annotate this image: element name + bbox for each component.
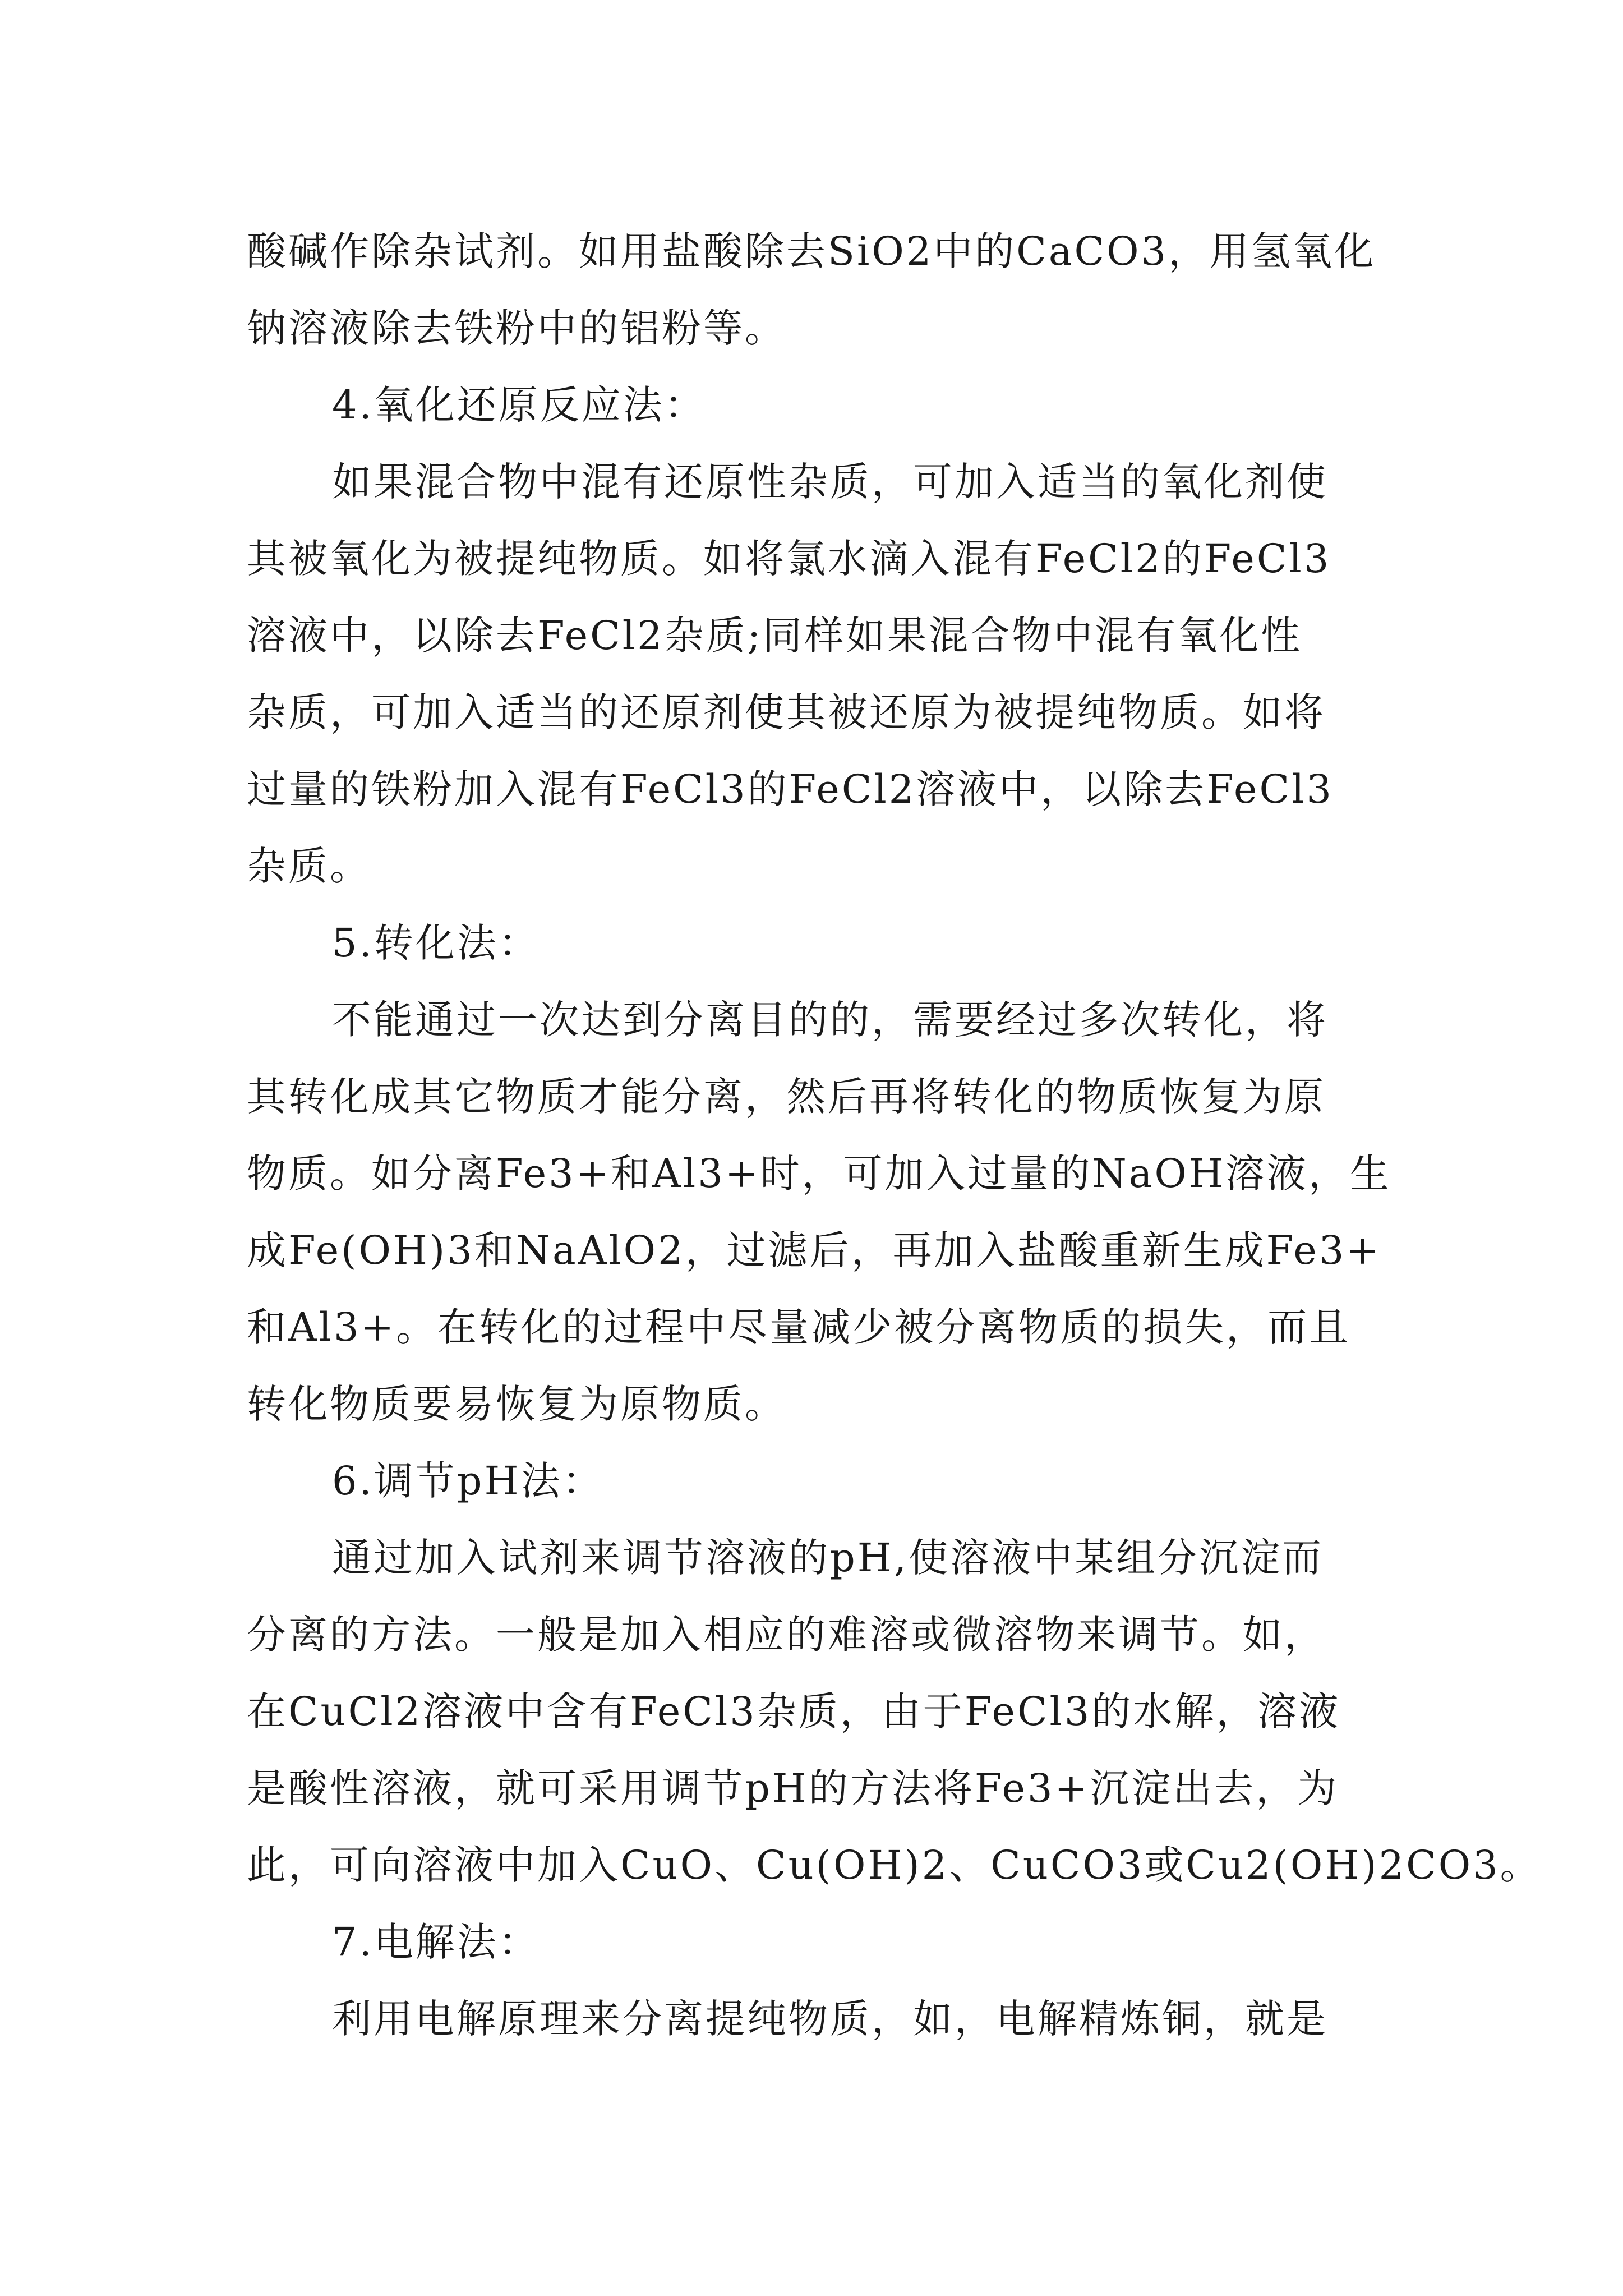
paragraph-first-line: 利用电解原理来分离提纯物质，如，电解精炼铜，就是 — [332, 1996, 1328, 2042]
text-line: 其被氧化为被提纯物质。如将氯水滴入混有FeCl2的FeCl3 — [247, 536, 1331, 582]
section-heading: 4.氧化还原反应法： — [332, 382, 706, 428]
section-heading: 5.转化法： — [332, 920, 540, 966]
section-heading: 7.电解法： — [332, 1919, 540, 1965]
text-line: 成Fe(OH)3和NaAlO2，过滤后，再加入盐酸重新生成Fe3+ — [247, 1227, 1381, 1273]
text-line: 转化物质要易恢复为原物质。 — [247, 1381, 786, 1427]
text-line: 杂质，可加入适当的还原剂使其被还原为被提纯物质。如将 — [247, 689, 1326, 735]
text-line: 钠溶液除去铁粉中的铝粉等。 — [247, 305, 786, 351]
text-line: 此，可向溶液中加入CuO、Cu(OH)2、CuCO3或Cu2(OH)2CO3。 — [247, 1842, 1542, 1888]
text-line: 是酸性溶液，就可采用调节pH的方法将Fe3+沉淀出去，为 — [247, 1765, 1339, 1811]
section-heading: 6.调节pH法： — [332, 1458, 604, 1504]
text-line: 物质。如分离Fe3+和Al3+时，可加入过量的NaOH溶液，生 — [247, 1151, 1391, 1197]
text-line: 和Al3+。在转化的过程中尽量减少被分离物质的损失，而且 — [247, 1304, 1351, 1350]
text-line: 杂质。 — [247, 843, 371, 889]
paragraph-first-line: 如果混合物中混有还原性杂质，可加入适当的氧化剂使 — [332, 459, 1328, 505]
text-line: 在CuCl2溶液中含有FeCl3杂质，由于FeCl3的水解，溶液 — [247, 1688, 1341, 1734]
text-line: 酸碱作除杂试剂。如用盐酸除去SiO2中的CaCO3，用氢氧化 — [247, 228, 1376, 274]
text-line: 过量的铁粉加入混有FeCl3的FeCl2溶液中，以除去FeCl3 — [247, 766, 1334, 812]
text-line: 其转化成其它物质才能分离，然后再将转化的物质恢复为原 — [247, 1074, 1326, 1120]
document-body — [247, 213, 1542, 2058]
paragraph-first-line: 不能通过一次达到分离目的的，需要经过多次转化，将 — [332, 997, 1328, 1043]
text-line: 溶液中，以除去FeCl2杂质;同样如果混合物中混有氧化性 — [247, 613, 1303, 659]
paragraph-first-line: 通过加入试剂来调节溶液的pH,使溶液中某组分沉淀而 — [332, 1535, 1324, 1581]
text-line: 分离的方法。一般是加入相应的难溶或微溶物来调节。如， — [247, 1612, 1326, 1658]
